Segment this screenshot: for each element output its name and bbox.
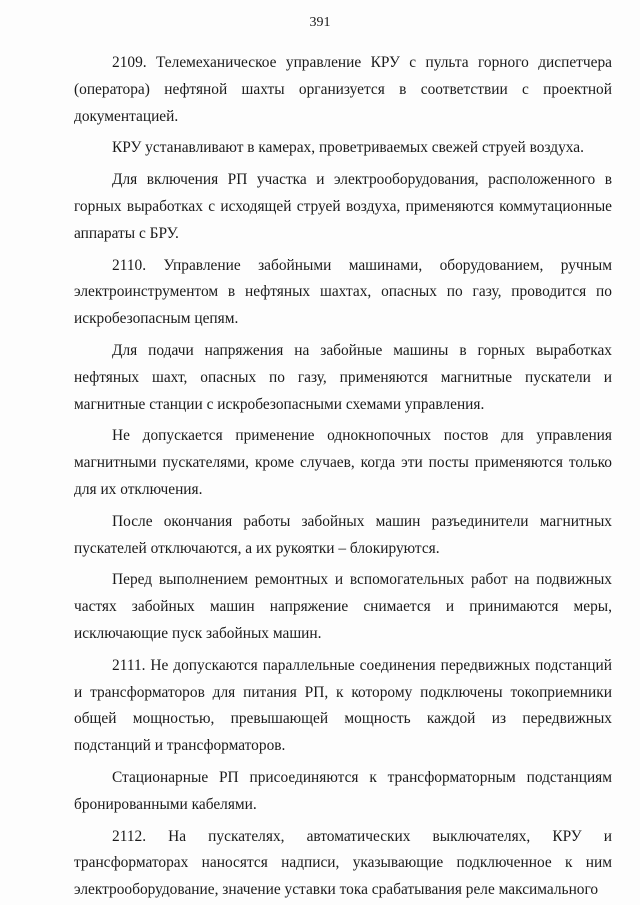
- page-number: 391: [309, 15, 331, 30]
- paragraph-repair-works: Перед выполнением ремонтных и вспомогательных работ на подвижных частях забойных машин напряжение снимается и принимаются меры, исключающие пуск забойных машин.: [74, 571, 612, 642]
- paragraph-kru-chambers: КРУ устанавливают в камерах, проветриваемых свежей струей воздуха.: [112, 139, 584, 157]
- paragraph-rp-switching: Для включения РП участка и электрооборудования, расположенного в горных выработках с исходящей струей воздуха, применяются коммутационные аппараты с БРУ.: [74, 171, 612, 242]
- paragraph-2110: 2110. Управление забойными машинами, оборудованием, ручным электроинструментом в нефтяных шахтах, опасных по газу, проводится по искробезопасным цепям.: [74, 256, 612, 328]
- paragraph-disconnectors: После окончания работы забойных машин разъединители магнитных пускателей отключаются, а их рукоятки – блокируются.: [74, 512, 612, 557]
- paragraph-single-button-posts: Не допускается применение однокнопочных постов для управления магнитными пускателями, кроме случаев, когда эти посты применяются только для их отключения.: [74, 427, 612, 498]
- paragraph-magnetic-starters: Для подачи напряжения на забойные машины в горных выработках нефтяных шахт, опасных по газу, применяются магнитные пускатели и магнитные станции с искробезопасными схемами управления.: [74, 341, 612, 413]
- paragraph-2111: 2111. Не допускаются параллельные соединения передвижных подстанций и трансформаторов для питания РП, к которому подключены токоприемники общей мощностью, превышающей мощность каждой из передвижных подстанций и трансформаторов.: [74, 656, 612, 755]
- document-body: [74, 50, 612, 909]
- paragraph-stationary-rp: Стационарные РП присоединяются к трансформаторным подстанциям бронированными кабелями.: [74, 768, 612, 813]
- paragraph-2109: 2109. Телемеханическое управление КРУ с пульта горного диспетчера (оператора) нефтяной шахты организуется в соответствии с проектной документацией.: [74, 54, 612, 125]
- paragraph-2112: 2112. На пускателях, автоматических выключателях, КРУ и трансформаторах наносятся надписи, указывающие подключенное к ним электрооборудование, значение уставки тока срабатывания реле максимального: [74, 827, 612, 899]
